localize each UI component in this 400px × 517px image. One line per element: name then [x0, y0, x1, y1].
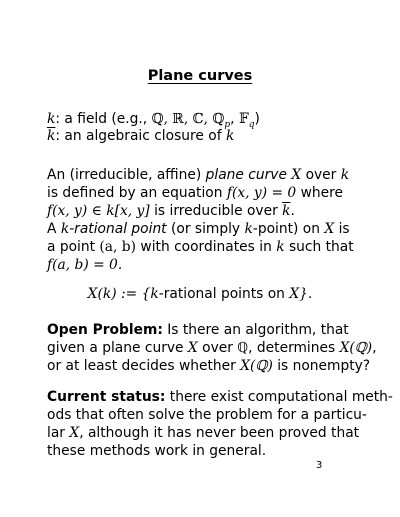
- open-problem-line-3: or at least decides whether X(ℚ) is nonempty?: [47, 358, 371, 374]
- current-status-line-1: Current status: there exist computational meth-: [47, 389, 393, 405]
- current-status-line-3: lar X, although it has never been proved that: [47, 425, 360, 441]
- page-number: 3: [316, 460, 323, 471]
- slide-title: Plane curves: [147, 68, 253, 84]
- field-definition-line: k: a field (e.g., ℚ, ℝ, ℂ, ℚ$_p$, 𝔽$_q$): [47, 111, 260, 130]
- definition-line-6: f(a, b) = 0.: [47, 257, 123, 273]
- definition-line-1: An (irreducible, affine) plane curve X over k: [47, 167, 350, 183]
- open-problem-line-1: Open Problem: Is there an algorithm, that: [47, 322, 349, 338]
- definition-line-2: is defined by an equation f(x, y) = 0 where: [47, 185, 343, 201]
- closure-definition-line: $\overline{k}$: an algebraic closure of k: [47, 128, 235, 144]
- definition-line-4: A k-rational point (or simply k-point) on X is: [47, 221, 350, 237]
- current-status-label: Current status:: [47, 389, 166, 405]
- open-problem-line-2: given a plane curve X over ℚ, determines X(ℚ),: [47, 340, 377, 356]
- definition-line-3: f(x, y) ∈ k[x, y] is irreducible over $\overline{k}$.: [47, 203, 295, 219]
- current-status-line-4: these methods work in general.: [47, 443, 267, 459]
- definition-line-5: a point (a, b) with coordinates in k such that: [47, 239, 354, 255]
- open-problem-label: Open Problem:: [47, 322, 163, 338]
- rational-points-formula: X(k) := {k-rational points on X}.: [87, 286, 313, 302]
- current-status-line-2: ods that often solve the problem for a particu-: [47, 407, 367, 423]
